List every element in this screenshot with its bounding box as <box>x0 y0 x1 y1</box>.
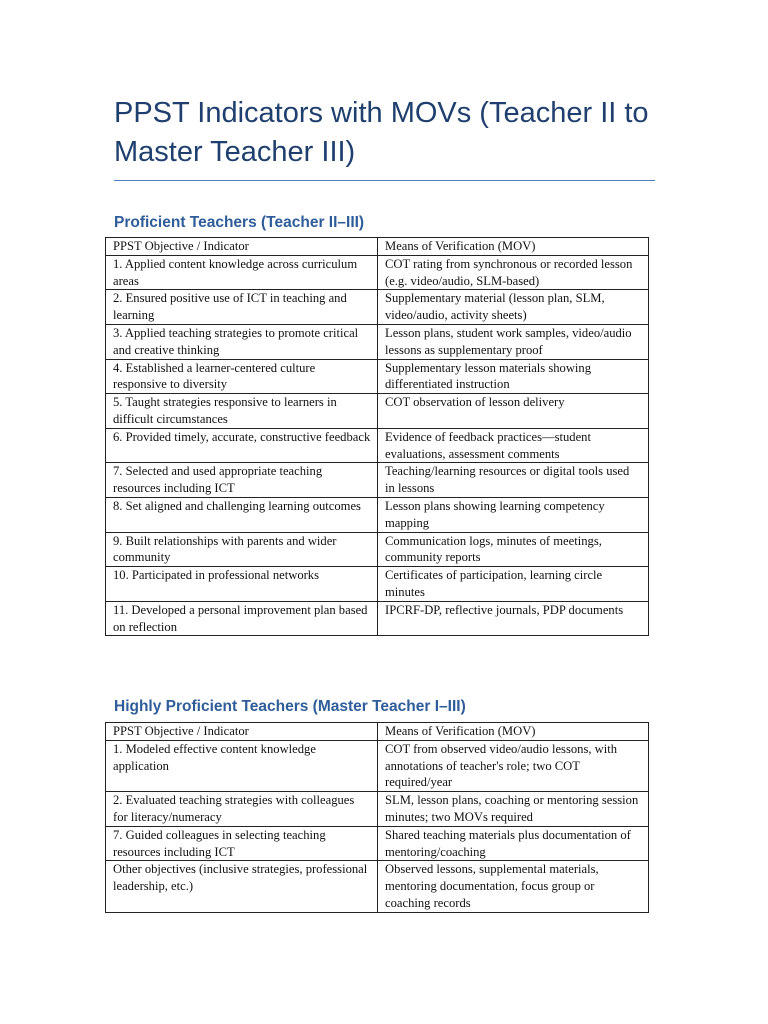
mov-cell: Supplementary lesson materials showing differentiated instruction <box>378 359 649 394</box>
page-title: PPST Indicators with MOVs (Teacher II to Master Teacher III) <box>114 97 649 168</box>
table-row <box>106 324 649 359</box>
table-row <box>106 497 649 532</box>
indicator-cell: PPST Objective / Indicator <box>106 723 378 741</box>
indicator-cell: PPST Objective / Indicator <box>106 238 378 256</box>
mov-cell: SLM, lesson plans, coaching or mentoring session minutes; two MOVs required <box>378 792 649 827</box>
mov-cell: Observed lessons, supplemental materials, mentoring documentation, focus group or coaching records <box>378 861 649 912</box>
indicator-cell: 9. Built relationships with parents and wider community <box>106 532 378 567</box>
indicator-cell: Other objectives (inclusive strategies, professional leadership, etc.) <box>106 861 378 912</box>
indicator-cell: 7. Guided colleagues in selecting teaching resources including ICT <box>106 826 378 861</box>
indicator-cell: 7. Selected and used appropriate teaching resources including ICT <box>106 463 378 498</box>
table-row <box>106 861 649 912</box>
highly-proficient-teachers-table <box>105 722 649 913</box>
mov-cell: COT rating from synchronous or recorded lesson (e.g. video/audio, SLM-based) <box>378 255 649 290</box>
table-row <box>106 567 649 602</box>
indicator-cell: 2. Ensured positive use of ICT in teaching and learning <box>106 290 378 325</box>
indicator-cell: 1. Modeled effective content knowledge application <box>106 740 378 791</box>
mov-cell: COT observation of lesson delivery <box>378 394 649 429</box>
mov-cell: Lesson plans, student work samples, video/audio lessons as supplementary proof <box>378 324 649 359</box>
table-row <box>106 428 649 463</box>
table-row <box>106 290 649 325</box>
proficient-teachers-table <box>105 237 649 636</box>
mov-cell: Lesson plans showing learning competency mapping <box>378 497 649 532</box>
indicator-cell: 4. Established a learner-centered culture responsive to diversity <box>106 359 378 394</box>
mov-cell: IPCRF-DP, reflective journals, PDP documents <box>378 601 649 636</box>
indicator-cell: 8. Set aligned and challenging learning outcomes <box>106 497 378 532</box>
title-divider <box>114 180 655 181</box>
mov-cell: Communication logs, minutes of meetings, community reports <box>378 532 649 567</box>
table-row <box>106 255 649 290</box>
indicator-cell: 3. Applied teaching strategies to promote critical and creative thinking <box>106 324 378 359</box>
mov-cell: Shared teaching materials plus documentation of mentoring/coaching <box>378 826 649 861</box>
table-row <box>106 463 649 498</box>
table-row <box>106 532 649 567</box>
mov-cell: Certificates of participation, learning circle minutes <box>378 567 649 602</box>
table-header-row <box>106 238 649 256</box>
table-row <box>106 394 649 429</box>
section-heading-proficient: Proficient Teachers (Teacher II–III) <box>114 214 365 231</box>
table-row <box>106 601 649 636</box>
indicator-cell: 10. Participated in professional networks <box>106 567 378 602</box>
indicator-cell: 5. Taught strategies responsive to learners in difficult circumstances <box>106 394 378 429</box>
mov-cell: Means of Verification (MOV) <box>378 723 649 741</box>
indicator-cell: 2. Evaluated teaching strategies with colleagues for literacy/numeracy <box>106 792 378 827</box>
mov-cell: COT from observed video/audio lessons, with annotations of teacher's role; two COT required/year <box>378 740 649 791</box>
table-row <box>106 792 649 827</box>
indicator-cell: 6. Provided timely, accurate, constructive feedback <box>106 428 378 463</box>
mov-cell: Evidence of feedback practices—student evaluations, assessment comments <box>378 428 649 463</box>
table-row <box>106 359 649 394</box>
table-row <box>106 740 649 791</box>
section-heading-highly-proficient: Highly Proficient Teachers (Master Teacher I–III) <box>114 698 466 715</box>
mov-cell: Means of Verification (MOV) <box>378 238 649 256</box>
mov-cell: Teaching/learning resources or digital tools used in lessons <box>378 463 649 498</box>
table-header-row <box>106 723 649 741</box>
indicator-cell: 11. Developed a personal improvement plan based on reflection <box>106 601 378 636</box>
table-row <box>106 826 649 861</box>
mov-cell: Supplementary material (lesson plan, SLM, video/audio, activity sheets) <box>378 290 649 325</box>
indicator-cell: 1. Applied content knowledge across curriculum areas <box>106 255 378 290</box>
